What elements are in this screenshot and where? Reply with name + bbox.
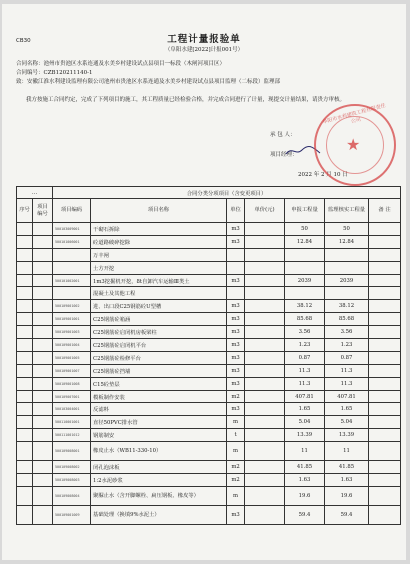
unit-cell: m3	[227, 300, 245, 313]
table-row	[17, 403, 401, 416]
price-cell	[245, 474, 285, 487]
price-cell	[245, 313, 285, 326]
remarks-cell	[369, 223, 401, 236]
unit-cell: m3	[227, 274, 245, 287]
qty-cell: 11.3	[285, 364, 325, 377]
item-no-cell	[33, 429, 53, 442]
item-name-cell: C15砼垫层	[91, 377, 227, 390]
item-no-cell	[33, 474, 53, 487]
remarks-cell	[369, 505, 401, 524]
item-name-cell: 土方开挖	[91, 261, 227, 274]
item-name-cell: 橡皮止水（WB11-330-10）	[91, 442, 227, 461]
qty-cell: 1.65	[285, 403, 325, 416]
item-no-cell	[33, 274, 53, 287]
item-name-cell: 1:2水泥砂浆	[91, 474, 227, 487]
seq-cell	[17, 486, 33, 505]
verified-cell	[325, 248, 369, 261]
document-page	[2, 4, 406, 560]
verified-cell: 13.39	[325, 429, 369, 442]
item-name-cell: C25钢筋砼检修平台	[91, 351, 227, 364]
remarks-cell	[369, 339, 401, 352]
header-item-code: 项目编码	[53, 199, 91, 223]
contractor-label: 承 包 人：	[270, 132, 296, 138]
price-cell	[245, 300, 285, 313]
item-code-cell: 500109008001	[53, 442, 91, 461]
item-name-cell: 1m3挖掘机开挖，8t自卸汽车运输Ⅲ类土	[91, 274, 227, 287]
table-row	[17, 474, 401, 487]
item-name-cell: 混凝土及其他工程	[91, 287, 227, 300]
table-row	[17, 223, 401, 236]
item-name-cell: 聚脲止水（含开脚螺栓、扁压钢板、橡皮等）	[91, 486, 227, 505]
header-unit: 单位	[227, 199, 245, 223]
contract-name: 池州市贵池区水系连通及水美乡村建设试点县项目一标段（木闸河项目区）	[43, 61, 226, 67]
remarks-cell	[369, 248, 401, 261]
table-row	[17, 326, 401, 339]
unit-cell: m	[227, 416, 245, 429]
remarks-cell	[369, 474, 401, 487]
item-name-cell: C25钢筋砼挡墙	[91, 364, 227, 377]
qty-cell: 5.04	[285, 416, 325, 429]
item-no-cell	[33, 339, 53, 352]
remarks-cell	[369, 261, 401, 274]
item-no-cell	[33, 300, 53, 313]
price-cell	[245, 339, 285, 352]
qty-cell	[285, 248, 325, 261]
price-cell	[245, 351, 285, 364]
item-name-cell: C25钢筋砼启闭机平台	[91, 339, 227, 352]
remarks-cell	[369, 351, 401, 364]
price-cell	[245, 390, 285, 403]
price-cell	[245, 287, 285, 300]
header-seq: 序号	[17, 199, 33, 223]
table-row	[17, 248, 401, 261]
sign-date: 2022 年 2 月 10 日	[298, 172, 348, 178]
remarks-cell	[369, 461, 401, 474]
verified-cell: 11.3	[325, 364, 369, 377]
form-code: CB30	[16, 38, 31, 44]
remarks-cell	[369, 274, 401, 287]
qty-cell: 41.85	[285, 461, 325, 474]
table-row	[17, 300, 401, 313]
item-name-cell: C25钢筋砼箱涵	[91, 313, 227, 326]
seq-cell	[17, 248, 33, 261]
qty-cell: 12.84	[285, 235, 325, 248]
table-row	[17, 274, 401, 287]
item-no-cell	[33, 505, 53, 524]
contract-name-label: 合同名称：	[16, 61, 44, 67]
item-no-cell	[33, 416, 53, 429]
verified-cell: 85.68	[325, 313, 369, 326]
item-code-cell: 500109001005	[53, 351, 91, 364]
seq-cell	[17, 377, 33, 390]
seq-cell	[17, 300, 33, 313]
unit-cell: m3	[227, 326, 245, 339]
price-cell	[245, 461, 285, 474]
item-code-cell: 500109008003	[53, 474, 91, 487]
remarks-cell	[369, 377, 401, 390]
qty-cell: 11.3	[285, 377, 325, 390]
unit-cell: m2	[227, 390, 245, 403]
verified-cell: 5.04	[325, 416, 369, 429]
table-row	[17, 486, 401, 505]
price-cell	[245, 274, 285, 287]
price-cell	[245, 429, 285, 442]
item-code-cell: 500109001001	[53, 313, 91, 326]
seq-cell	[17, 274, 33, 287]
item-name-cell: 钢筋制安	[91, 429, 227, 442]
price-cell	[245, 377, 285, 390]
item-code-cell: 500109001009	[53, 505, 91, 524]
item-name-cell: 砼道路破碎挖除	[91, 235, 227, 248]
verified-cell: 11	[325, 442, 369, 461]
unit-cell: m3	[227, 364, 245, 377]
remarks-cell	[369, 326, 401, 339]
remarks-cell	[369, 235, 401, 248]
seq-cell	[17, 505, 33, 524]
item-no-cell	[33, 351, 53, 364]
body-text: 我方按施工合同约定，完成了下列项目的施工，其工程质量已经检验合格，并完成合同进行了计量，现提交计量结果，请贵方审核。	[26, 97, 346, 103]
item-code-cell: 500109008004	[53, 486, 91, 505]
seq-cell	[17, 364, 33, 377]
header-item-no: 项目编号	[33, 199, 53, 223]
qty-cell: 1.23	[285, 339, 325, 352]
remarks-cell	[369, 300, 401, 313]
item-code-cell	[53, 287, 91, 300]
verified-cell: 41.85	[325, 461, 369, 474]
price-cell	[245, 505, 285, 524]
verified-cell: 1.63	[325, 474, 369, 487]
price-cell	[245, 364, 285, 377]
seq-cell	[17, 442, 33, 461]
item-no-cell	[33, 223, 53, 236]
remarks-cell	[369, 486, 401, 505]
item-code-cell: 500109001008	[53, 377, 91, 390]
verified-cell: 19.6	[325, 486, 369, 505]
item-code-cell: 500109001004	[53, 339, 91, 352]
item-name-cell: 反滤料	[91, 403, 227, 416]
remarks-cell	[369, 403, 401, 416]
verified-cell: 3.56	[325, 326, 369, 339]
item-code-cell: 500101002001	[53, 274, 91, 287]
item-name-cell: 干砌石拆除	[91, 223, 227, 236]
price-cell	[245, 326, 285, 339]
item-code-cell: 500103004001	[53, 403, 91, 416]
table-row	[17, 235, 401, 248]
item-name-cell: 模板制作安装	[91, 390, 227, 403]
unit-cell: m3	[227, 505, 245, 524]
table-row	[17, 429, 401, 442]
remarks-cell	[369, 429, 401, 442]
seq-cell	[17, 461, 33, 474]
price-cell	[245, 416, 285, 429]
qty-cell: 2039	[285, 274, 325, 287]
contract-no-line	[16, 68, 92, 76]
item-no-cell	[33, 390, 53, 403]
qty-cell: 13.39	[285, 429, 325, 442]
remarks-cell	[369, 364, 401, 377]
seq-cell	[17, 416, 33, 429]
banner-ellipsis: …	[17, 187, 53, 199]
item-no-cell	[33, 261, 53, 274]
unit-cell: t	[227, 429, 245, 442]
seq-cell	[17, 339, 33, 352]
unit-cell: m	[227, 486, 245, 505]
unit-cell: m3	[227, 339, 245, 352]
document-title: 工程计量报验单	[167, 34, 241, 45]
seq-cell	[17, 223, 33, 236]
manager-label: 项目经理：	[270, 152, 298, 158]
unit-cell: m2	[227, 461, 245, 474]
seq-cell	[17, 474, 33, 487]
seq-cell	[17, 261, 33, 274]
price-cell	[245, 403, 285, 416]
item-code-cell: 500111001012	[53, 429, 91, 442]
table-row	[17, 416, 401, 429]
remarks-cell	[369, 416, 401, 429]
verified-cell: 1.65	[325, 403, 369, 416]
unit-cell: m3	[227, 313, 245, 326]
seq-cell	[17, 235, 33, 248]
seq-cell	[17, 390, 33, 403]
seq-cell	[17, 287, 33, 300]
verified-cell: 38.12	[325, 300, 369, 313]
item-no-cell	[33, 442, 53, 461]
item-name-cell: 闭孔泡沫板	[91, 461, 227, 474]
table-row	[17, 339, 401, 352]
header-item-name: 项目名称	[91, 199, 227, 223]
addressee: 致：安徽江淮水利建设监理有限公司池州市贵池区水系连通及水美乡村建设试点县项目监理（二标段）监理部	[16, 79, 281, 85]
qty-cell: 11	[285, 442, 325, 461]
contract-no-label: 合同编号：	[16, 70, 44, 76]
verified-cell: 407.81	[325, 390, 369, 403]
qty-cell: 59.4	[285, 505, 325, 524]
verified-cell: 12.84	[325, 235, 369, 248]
item-code-cell	[53, 248, 91, 261]
unit-cell: m3	[227, 223, 245, 236]
table-row	[17, 313, 401, 326]
item-name-cell: C25钢筋砼启闭机房板梁柱	[91, 326, 227, 339]
verified-cell: 2039	[325, 274, 369, 287]
header-qty: 申报工程量	[285, 199, 325, 223]
qty-cell	[285, 261, 325, 274]
remarks-cell	[369, 390, 401, 403]
table-row	[17, 351, 401, 364]
item-name-cell: 直径50PVC排水管	[91, 416, 227, 429]
price-cell	[245, 223, 285, 236]
qty-cell: 38.12	[285, 300, 325, 313]
header-verified: 监理核实工程量	[325, 199, 369, 223]
unit-cell: m3	[227, 351, 245, 364]
table-row	[17, 377, 401, 390]
document-number: （阜阳水建[2022]计报001号）	[164, 47, 244, 53]
item-no-cell	[33, 287, 53, 300]
contract-no: CZB120211140-1	[43, 70, 93, 76]
item-name-cell: 进、出口段C25钢筋砼U型槽	[91, 300, 227, 313]
table-row	[17, 287, 401, 300]
seq-cell	[17, 429, 33, 442]
unit-cell	[227, 248, 245, 261]
qty-cell: 3.56	[285, 326, 325, 339]
verified-cell: 11.3	[325, 377, 369, 390]
table-row	[17, 364, 401, 377]
item-code-cell: 500109001002	[53, 300, 91, 313]
item-code-cell: 500109008002	[53, 461, 91, 474]
item-code-cell	[53, 261, 91, 274]
unit-cell	[227, 261, 245, 274]
unit-cell: m	[227, 442, 245, 461]
verified-cell: 50	[325, 223, 369, 236]
seq-cell	[17, 351, 33, 364]
unit-cell: m2	[227, 474, 245, 487]
verified-cell: 1.23	[325, 339, 369, 352]
table-banner: 合同分类分项项目（含变更项目）	[53, 187, 401, 199]
item-no-cell	[33, 313, 53, 326]
item-code-cell: 500109007001	[53, 390, 91, 403]
item-no-cell	[33, 248, 53, 261]
price-cell	[245, 235, 285, 248]
verified-cell: 0.87	[325, 351, 369, 364]
header-remarks: 备 注	[369, 199, 401, 223]
remarks-cell	[369, 313, 401, 326]
qty-cell	[285, 287, 325, 300]
item-no-cell	[33, 235, 53, 248]
item-code-cell: 500109001003	[53, 326, 91, 339]
table-row	[17, 442, 401, 461]
measurement-table	[16, 186, 401, 525]
item-code-cell: 500109001007	[53, 364, 91, 377]
price-cell	[245, 442, 285, 461]
qty-cell: 50	[285, 223, 325, 236]
item-code-cell: 500103009001	[53, 223, 91, 236]
seq-cell	[17, 326, 33, 339]
table-row	[17, 390, 401, 403]
item-code-cell: 500110001001	[53, 416, 91, 429]
item-name-cell: 基础处理（换填9%水泥土）	[91, 505, 227, 524]
item-name-cell: 万丰闸	[91, 248, 227, 261]
seq-cell	[17, 403, 33, 416]
item-code-cell: 500101006001	[53, 235, 91, 248]
qty-cell: 0.87	[285, 351, 325, 364]
table-row	[17, 261, 401, 274]
price-cell	[245, 486, 285, 505]
unit-cell: m3	[227, 403, 245, 416]
unit-cell: m3	[227, 377, 245, 390]
remarks-cell	[369, 442, 401, 461]
item-no-cell	[33, 403, 53, 416]
header-price: 单价(元)	[245, 199, 285, 223]
verified-cell	[325, 261, 369, 274]
remarks-cell	[369, 287, 401, 300]
verified-cell	[325, 287, 369, 300]
table-row	[17, 505, 401, 524]
item-no-cell	[33, 461, 53, 474]
item-no-cell	[33, 377, 53, 390]
price-cell	[245, 261, 285, 274]
item-no-cell	[33, 326, 53, 339]
qty-cell: 1.63	[285, 474, 325, 487]
unit-cell	[227, 287, 245, 300]
contract-name-line	[16, 59, 225, 67]
item-no-cell	[33, 364, 53, 377]
unit-cell: m3	[227, 235, 245, 248]
seq-cell	[17, 313, 33, 326]
table-row	[17, 461, 401, 474]
price-cell	[245, 248, 285, 261]
company-seal: 阜阳市水利建筑工程有限责任公司 ★	[314, 104, 396, 186]
qty-cell: 19.6	[285, 486, 325, 505]
qty-cell: 407.81	[285, 390, 325, 403]
qty-cell: 85.68	[285, 313, 325, 326]
item-no-cell	[33, 486, 53, 505]
verified-cell: 59.4	[325, 505, 369, 524]
